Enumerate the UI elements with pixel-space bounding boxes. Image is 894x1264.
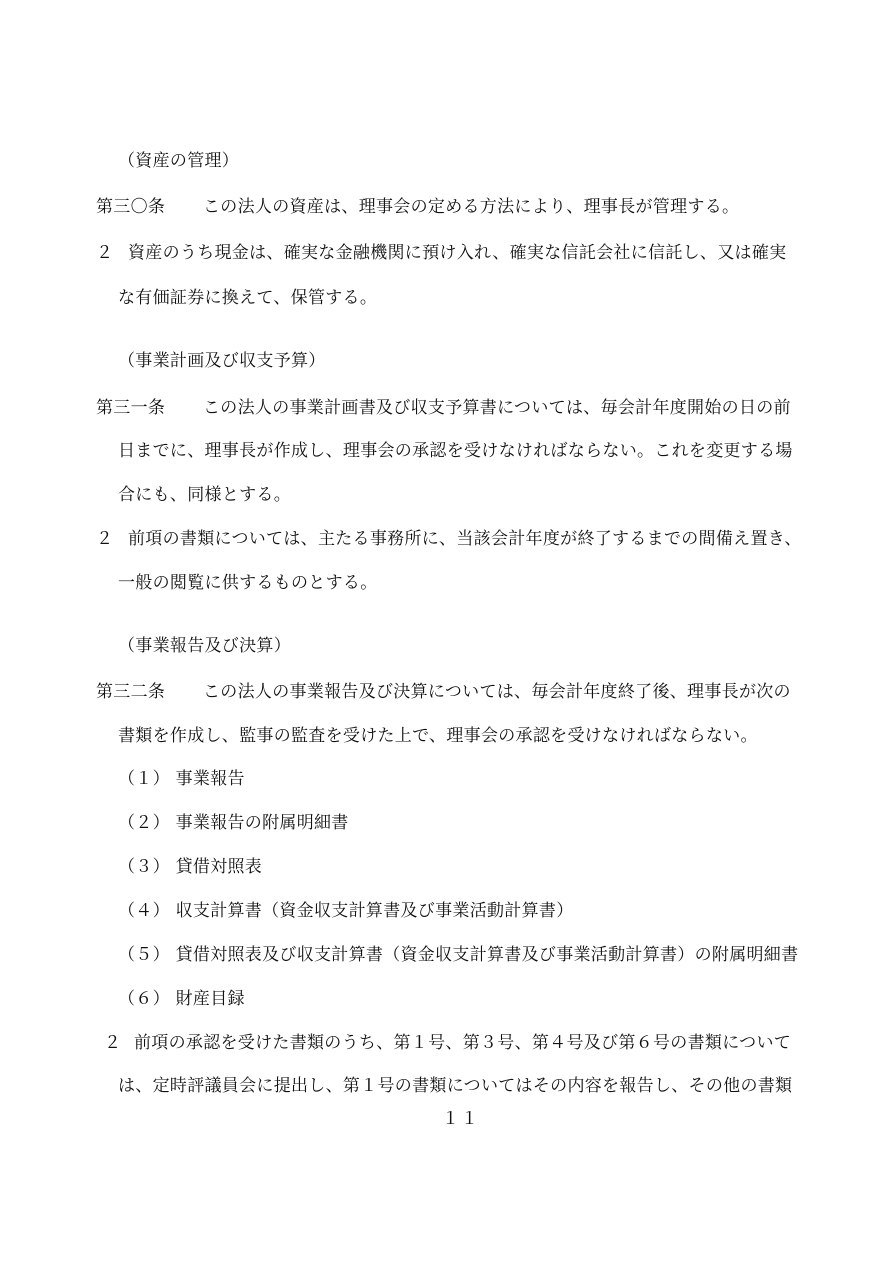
article-32-title: 第三二条 (96, 682, 166, 702)
section-heading-asset-management: （資産の管理） (118, 151, 240, 171)
section-heading-business-plan: （事業計画及び収支予算） (118, 351, 326, 371)
article-32-para2-line1: 前項の承認を受けた書類のうち、第１号、第３号、第４号及び第６号の書類について (134, 1033, 792, 1053)
article-30-para2-line2: な有価証券に換えて、保管する。 (118, 288, 378, 308)
section-heading-business-report: （事業報告及び決算） (118, 636, 291, 656)
article-31-para2-line1: 前項の書類については、主たる事務所に、当該会計年度が終了するまでの間備え置き、 (128, 529, 802, 549)
article-31-para2-line2: 一般の閲覧に供するものとする。 (118, 573, 378, 593)
article-32-para2-number: ２ (104, 1033, 122, 1053)
list-item: （６） 財産目録 (118, 989, 245, 1009)
article-30-para2-line1: 資産のうち現金は、確実な金融機関に預け入れ、確実な信託会社に信託し、又は確実 (128, 243, 787, 263)
article-31-para2-number: ２ (96, 529, 114, 549)
page-number: １１ (442, 1109, 480, 1129)
article-31-line2: 日までに、理事長が作成し、理事会の承認を受けなければならない。これを変更する場 (118, 441, 793, 461)
list-item: （３） 貸借対照表 (118, 857, 263, 877)
article-30-title: 第三〇条 (96, 197, 166, 217)
article-31-line3: 合にも、同様とする。 (118, 485, 291, 505)
list-item: （５） 貸借対照表及び収支計算書（資金収支計算書及び事業活動計算書）の附属明細書 (118, 945, 799, 965)
article-32-line1: この法人の事業報告及び決算については、毎会計年度終了後、理事長が次の (203, 682, 791, 702)
list-item: （２） 事業報告の附属明細書 (118, 813, 349, 833)
article-31-title: 第三一条 (96, 398, 166, 418)
article-32-para2-line2: は、定時評議員会に提出し、第１号の書類についてはその内容を報告し、その他の書類 (118, 1076, 793, 1096)
article-32-line2: 書類を作成し、監事の監査を受けた上で、理事会の承認を受けなければならない。 (118, 726, 758, 746)
article-30-para2-number: ２ (96, 243, 114, 263)
article-31-line1: この法人の事業計画書及び収支予算書については、毎会計年度開始の日の前 (203, 398, 791, 418)
list-item: （４） 収支計算書（資金収支計算書及び事業活動計算書） (118, 901, 574, 921)
list-item: （１） 事業報告 (118, 769, 245, 789)
article-30-text: この法人の資産は、理事会の定める方法により、理事長が管理する。 (203, 197, 740, 217)
